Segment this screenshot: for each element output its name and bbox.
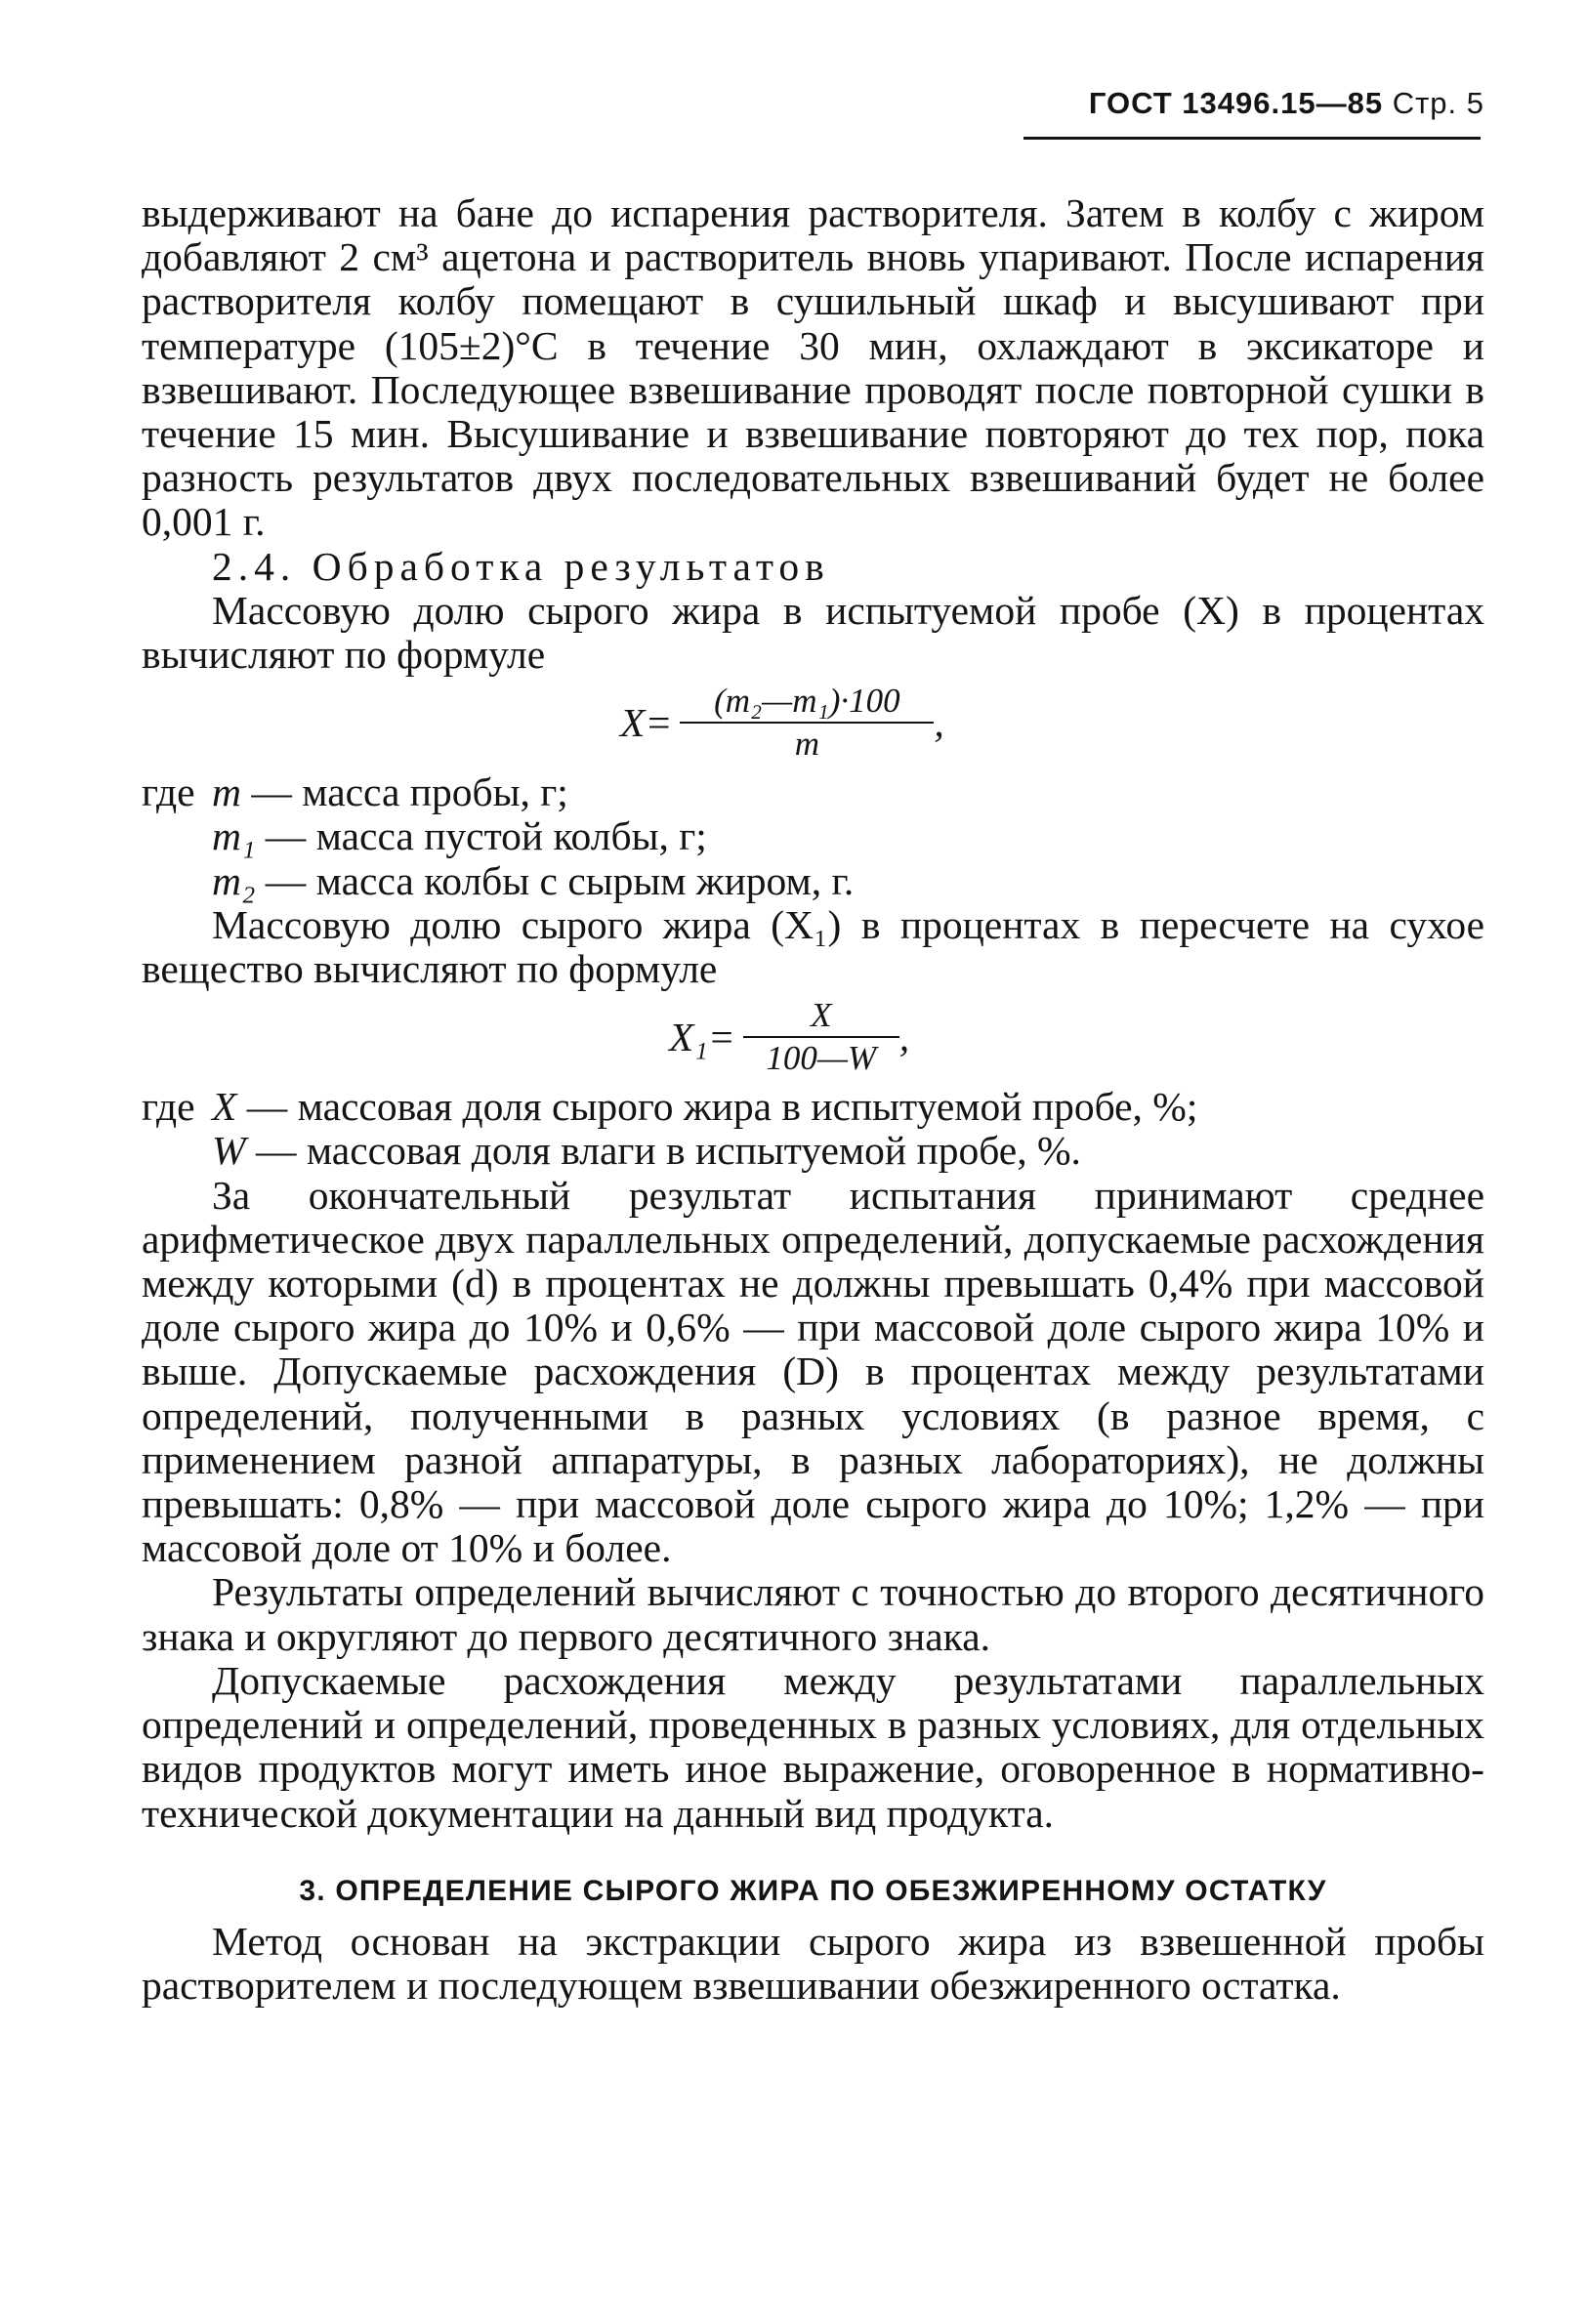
definition-prefix: где xyxy=(142,769,195,815)
formula-x-lhs: X= xyxy=(620,699,673,745)
definition-text: — массовая доля сырого жира в испытуемой пробе, %; xyxy=(246,1084,1198,1130)
definition-prefix xyxy=(142,814,212,858)
formula-x1-numerator: X xyxy=(811,996,832,1035)
subsection-heading-2-4: 2.4. Обработка результатов xyxy=(212,543,830,589)
definition-row xyxy=(142,859,1484,903)
definition-row xyxy=(142,1085,1484,1129)
formula-x1-lhs: X₁= xyxy=(669,1014,735,1059)
paragraph-tolerances: Допускаемые расхождения между результатами параллельных определений и определений, проведенных в разных условиях, для отдельных видов продуктов могут иметь иное выражение, оговоренное в нормативно-технической документации на данный вид продукта. xyxy=(142,1657,1484,1836)
formula-x-tail: , xyxy=(934,699,944,745)
formula-x1-tail: , xyxy=(898,1014,910,1059)
definition-text: — масса колбы с сырым жиром, г. xyxy=(265,857,855,903)
formula-x-fraction xyxy=(680,681,934,765)
page-number: Стр. 5 xyxy=(1392,86,1484,120)
paragraph-dry-matter: Массовую долю сырого жира (X₁) в процентах в пересчете на сухое вещество вычисляют по формуле xyxy=(142,901,1484,992)
definition-symbol: X xyxy=(212,1084,237,1130)
definitions-formula-x xyxy=(142,770,1484,903)
header-rule xyxy=(1023,137,1481,140)
definition-prefix xyxy=(142,1129,212,1173)
definition-prefix xyxy=(142,859,212,903)
definitions-formula-x1 xyxy=(142,1085,1484,1173)
definition-row xyxy=(142,814,1484,858)
formula-x-numerator: (m₂—m₁)·100 xyxy=(714,682,900,721)
formula-x1-fraction xyxy=(743,995,899,1079)
formula-x xyxy=(620,681,1484,765)
document-body xyxy=(142,191,1484,2008)
definition-symbol: m xyxy=(212,769,241,815)
formula-x1-denominator: 100—W xyxy=(766,1039,877,1078)
definition-symbol: m₁ xyxy=(212,813,256,859)
paragraph-drying: выдерживают на бане до испарения растворителя. Затем в колбу с жиром добавляют 2 см³ ацетона и растворитель вновь упаривают. После испарения растворителя колбу помещают в сушильный шкаф и высушивают при температуре (105±2)°C в течение 30 мин, охлаждают в эксикаторе и взвешивают. Последующее взвешивание проводят после повторной сушки в течение 15 мин. Высушивание и взвешивание повторяют до тех пор, пока разность результатов двух последовательных взвешиваний будет не более 0,001 г. xyxy=(142,190,1484,545)
section-heading-3: 3. ОПРЕДЕЛЕНИЕ СЫРОГО ЖИРА ПО ОБЕЗЖИРЕННОМУ ОСТАТКУ xyxy=(299,1874,1327,1907)
page-header xyxy=(977,86,1484,121)
definition-prefix: где xyxy=(142,1084,195,1130)
definition-text: — масса пустой колбы, г; xyxy=(265,813,707,859)
formula-x1 xyxy=(669,995,1484,1079)
definition-text: — масса пробы, г; xyxy=(251,769,568,815)
paragraph-formula-intro: Массовую долю сырого жира в испытуемой пробе (X) в процентах вычисляют по формуле xyxy=(142,587,1484,678)
standard-number: ГОСТ 13496.15—85 xyxy=(1088,86,1384,120)
formula-x-denominator: m xyxy=(794,725,819,764)
definition-symbol: W xyxy=(212,1128,246,1174)
definition-row xyxy=(142,770,1484,814)
paragraph-precision: Результаты определений вычисляют с точностью до второго десятичного знака и округляют до первого десятичного знака. xyxy=(142,1569,1484,1659)
definition-symbol: m₂ xyxy=(212,857,256,903)
paragraph-final-result: За окончательный результат испытания принимают среднее арифметическое двух параллельных определений, допускаемые расхождения между которыми (d) в процентах не должны превышать 0,4% при массовой доле сырого жира до 10% и 0,6% — при массовой доле сырого жира 10% и выше. Допускаемые расхождения (D) в процентах между результатами определений, полученными в разных условиях (в разное время, с применением разной аппаратуры, в разных лабораториях), не должны превышать: 0,8% — при массовой доле сырого жира до 10%; 1,2% — при массовой доле от 10% и более. xyxy=(142,1172,1484,1571)
definition-text: — массовая доля влаги в испытуемой пробе, %. xyxy=(255,1128,1081,1174)
definition-row xyxy=(142,1129,1484,1173)
paragraph-method: Метод основан на экстракции сырого жира из взвешенной пробы растворителем и последующем взвешивании обезжиренного остатка. xyxy=(142,1918,1484,2008)
